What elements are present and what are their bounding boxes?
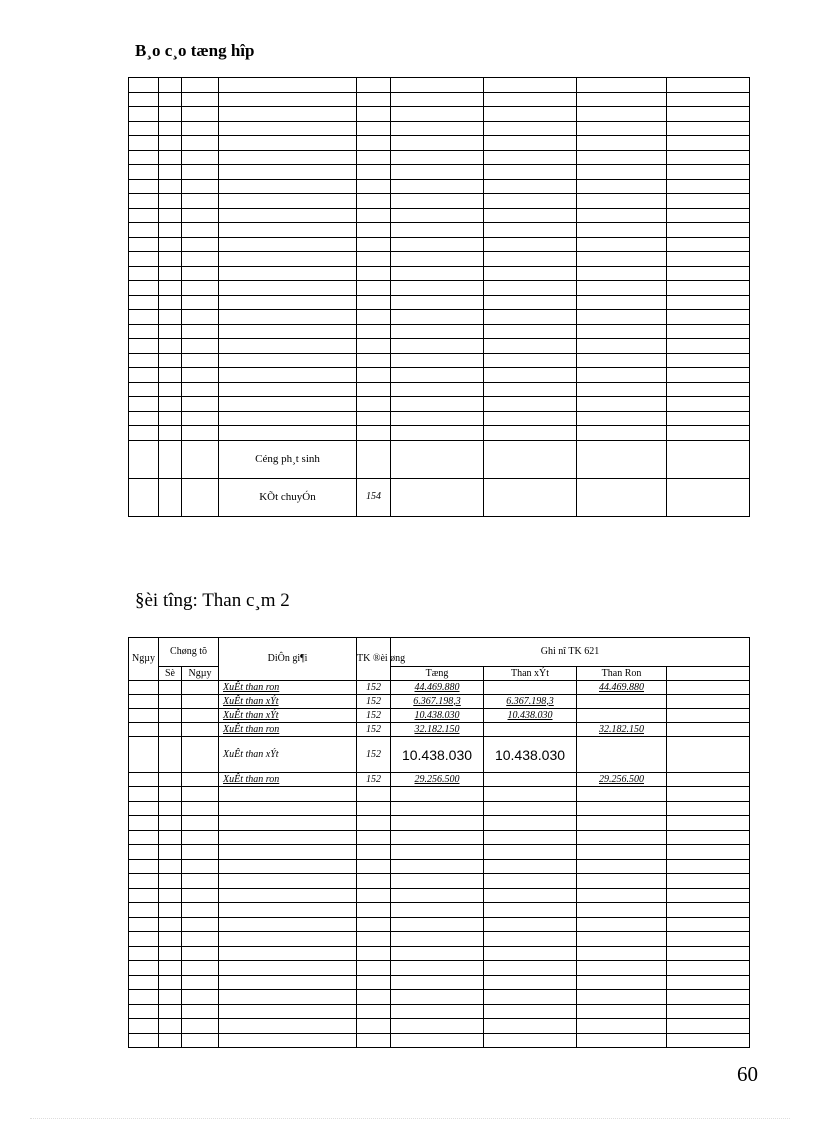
empty-row xyxy=(129,801,750,816)
empty-row xyxy=(129,150,750,165)
ledger-table xyxy=(128,637,750,1048)
empty-row xyxy=(129,107,750,122)
row-total: 6.367.198,3 xyxy=(391,695,484,709)
empty-row xyxy=(129,179,750,194)
empty-row xyxy=(129,426,750,441)
row-run xyxy=(577,709,667,723)
row-account: 152 xyxy=(357,773,391,787)
empty-row xyxy=(129,310,750,325)
table-row xyxy=(129,695,750,709)
row-run: 44.469.880 xyxy=(577,681,667,695)
empty-row xyxy=(129,1033,750,1048)
empty-row xyxy=(129,845,750,860)
summary-account xyxy=(357,440,391,478)
table-row xyxy=(129,440,750,478)
empty-row xyxy=(129,888,750,903)
page-number: 60 xyxy=(737,1062,758,1086)
header-voucher-no: Sè xyxy=(159,667,182,681)
empty-row xyxy=(129,121,750,136)
empty-row xyxy=(129,353,750,368)
header-voucher: Chøng tõ xyxy=(159,638,219,667)
empty-row xyxy=(129,281,750,296)
row-total: 32.182.150 xyxy=(391,723,484,737)
empty-row xyxy=(129,859,750,874)
empty-row xyxy=(129,1019,750,1034)
row-run: 32.182.150 xyxy=(577,723,667,737)
empty-row xyxy=(129,830,750,845)
row-total: 10.438.030 xyxy=(391,709,484,723)
header-voucher-date: Ngµy xyxy=(182,667,219,681)
row-total: 29.256.500 xyxy=(391,773,484,787)
empty-row xyxy=(129,874,750,889)
empty-row xyxy=(129,194,750,209)
header-sifted-coal: Than xÝt xyxy=(484,667,577,681)
empty-row xyxy=(129,266,750,281)
summary-table-body xyxy=(129,78,750,517)
row-account: 152 xyxy=(357,681,391,695)
empty-row xyxy=(129,237,750,252)
row-run: 29.256.500 xyxy=(577,773,667,787)
empty-row xyxy=(129,397,750,412)
table-row xyxy=(129,737,750,773)
summary-label: Céng ph¸t sinh xyxy=(219,440,357,478)
empty-row xyxy=(129,917,750,932)
summary-account: 154 xyxy=(357,478,391,516)
empty-row xyxy=(129,295,750,310)
empty-row xyxy=(129,975,750,990)
row-sifted: 6.367.198,3 xyxy=(484,695,577,709)
empty-row xyxy=(129,78,750,93)
header-date: Ngµy xyxy=(129,638,159,681)
header-debit-group: Ghi nî TK 621 xyxy=(391,638,750,667)
empty-row xyxy=(129,339,750,354)
row-account: 152 xyxy=(357,737,391,773)
table-row xyxy=(129,723,750,737)
empty-row xyxy=(129,932,750,947)
empty-row xyxy=(129,990,750,1005)
row-account: 152 xyxy=(357,723,391,737)
table-row xyxy=(129,709,750,723)
header-total: Tæng xyxy=(391,667,484,681)
table-row xyxy=(129,478,750,516)
empty-row xyxy=(129,223,750,238)
row-description: XuÊt than xÝt xyxy=(219,695,357,709)
summary-table xyxy=(128,77,750,517)
header-account: TK ®èi øng xyxy=(357,638,391,681)
empty-row xyxy=(129,382,750,397)
summary-label: KÕt chuyÓn xyxy=(219,478,357,516)
empty-row xyxy=(129,903,750,918)
row-sifted: 10.438.030 xyxy=(484,709,577,723)
empty-row xyxy=(129,411,750,426)
row-description: XuÊt than ron xyxy=(219,773,357,787)
table-row xyxy=(129,773,750,787)
row-description: XuÊt than ron xyxy=(219,681,357,695)
row-description: XuÊt than xÝt xyxy=(219,709,357,723)
row-account: 152 xyxy=(357,695,391,709)
table-header-row xyxy=(129,638,750,667)
row-sifted xyxy=(484,681,577,695)
table-row xyxy=(129,681,750,695)
empty-row xyxy=(129,92,750,107)
row-description: XuÊt than xÝt xyxy=(219,737,357,773)
row-sifted xyxy=(484,723,577,737)
row-sifted: 10.438.030 xyxy=(484,737,577,773)
row-description: XuÊt than ron xyxy=(219,723,357,737)
header-run-coal: Than Ron xyxy=(577,667,667,681)
empty-row xyxy=(129,787,750,802)
empty-row xyxy=(129,816,750,831)
report-title: B¸o c¸o tæng hîp xyxy=(135,41,255,60)
empty-row xyxy=(129,136,750,151)
empty-row xyxy=(129,252,750,267)
empty-row xyxy=(129,946,750,961)
section-title: §èi tîng: Than c¸m 2 xyxy=(135,590,290,611)
row-run xyxy=(577,737,667,773)
empty-row xyxy=(129,961,750,976)
empty-row xyxy=(129,1004,750,1019)
row-account: 152 xyxy=(357,709,391,723)
empty-row xyxy=(129,368,750,383)
empty-row xyxy=(129,208,750,223)
header-description: DiÔn gi¶i xyxy=(219,638,357,681)
row-sifted xyxy=(484,773,577,787)
row-run xyxy=(577,695,667,709)
footer-divider xyxy=(30,1118,790,1119)
row-total: 10.438.030 xyxy=(391,737,484,773)
empty-row xyxy=(129,324,750,339)
row-total: 44.469.880 xyxy=(391,681,484,695)
empty-row xyxy=(129,165,750,180)
